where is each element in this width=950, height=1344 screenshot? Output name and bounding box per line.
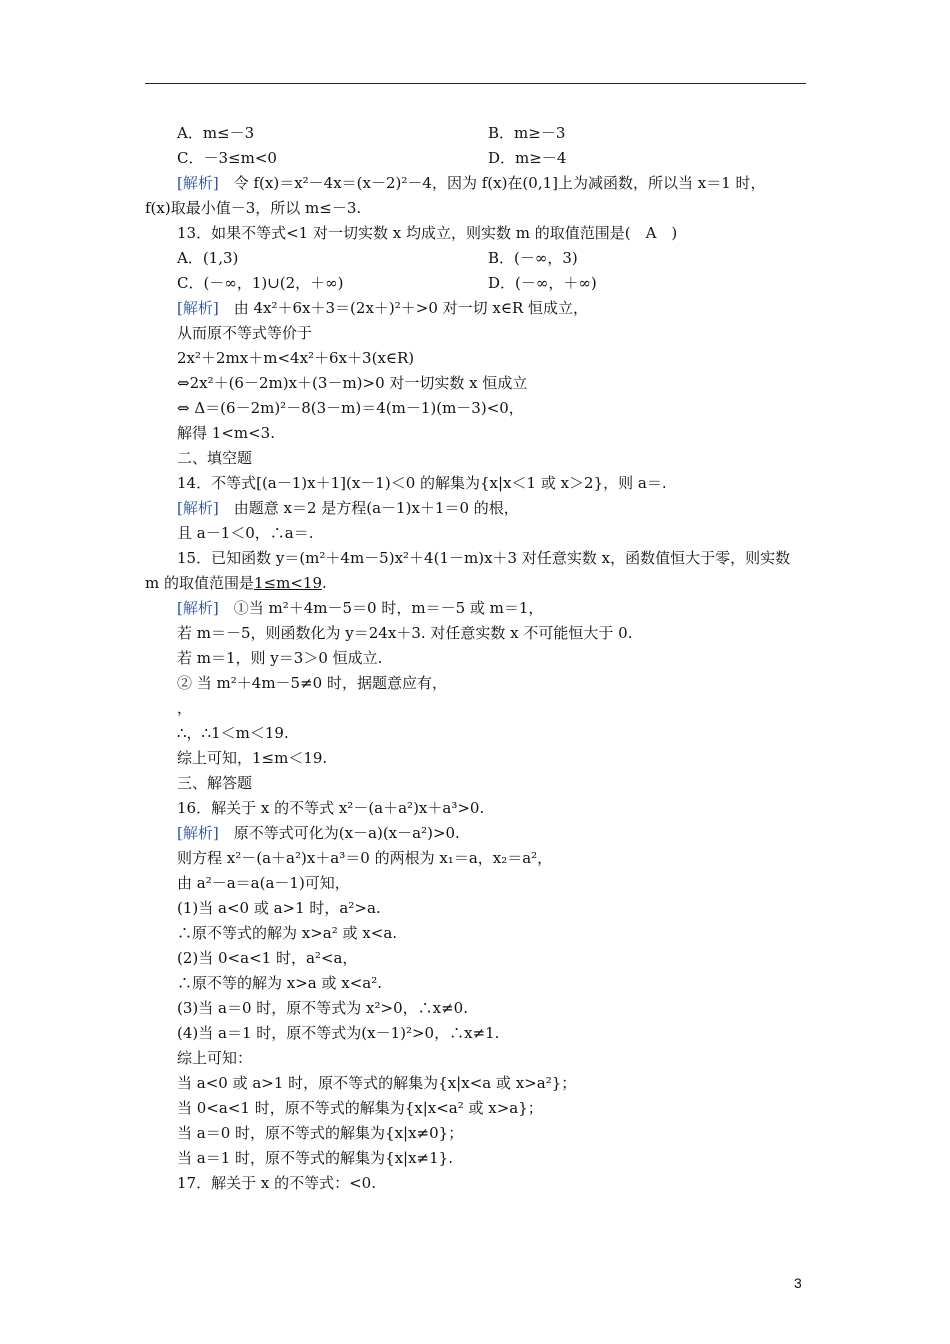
q13-option-a: A．(1,3) [177, 249, 239, 267]
q16-analysis-line7: ∴原不等的解为 x>a 或 x<a². [177, 974, 383, 992]
q16-analysis-line1 [177, 823, 460, 843]
q13-analysis-line4: ⇔2x²＋(6－2m)x＋(3－m)>0 对一切实数 x 恒成立 [177, 374, 528, 392]
q13-analysis-line5: ⇔ Δ＝(6－2m)²－8(3－m)＝4(m－1)(m－3)<0， [177, 399, 524, 417]
q12-option-b: B．m≥－3 [488, 124, 566, 142]
q13-analysis-line6: 解得 1<m<3. [177, 424, 275, 442]
q16-analysis-line5: ∴原不等式的解为 x>a² 或 x<a. [177, 924, 398, 942]
q15-stem-line2 [145, 573, 327, 593]
q15-analysis-line6: ∴，∴1＜m＜19. [177, 724, 289, 742]
q16-analysis-line10: 综上可知： [177, 1049, 253, 1067]
analysis-tag: [解析] [177, 299, 219, 317]
q15-stem-prefix: m 的取值范围是 [145, 574, 254, 592]
analysis-tag: [解析] [177, 824, 219, 842]
analysis-tag: [解析] [177, 599, 219, 617]
q13-analysis-line1 [177, 298, 588, 318]
q15-analysis-line4: ② 当 m²＋4m－5≠0 时，据题意应有， [177, 674, 447, 692]
q16-analysis-line14: 当 a＝1 时，原不等式的解集为{x|x≠1}. [177, 1149, 453, 1167]
q16-analysis-line3: 由 a²－a＝a(a－1)可知， [177, 874, 350, 892]
q12-analysis-line2: f(x)取最小值－3，所以 m≤－3. [145, 199, 362, 217]
q15-stem-line1: 15．已知函数 y＝(m²＋4m－5)x²＋4(1－m)x＋3 对任意实数 x，函数值恒大于零，则实数 [177, 549, 791, 567]
section-heading-answer: 三、解答题 [177, 774, 253, 792]
q13-option-b: B．(－∞，3) [488, 249, 578, 267]
q13-option-c: C．(－∞，1)∪(2，＋∞) [177, 274, 344, 292]
q14-analysis-line2: 且 a－1＜0，∴a＝. [177, 524, 314, 542]
analysis-tag: [解析] [177, 174, 219, 192]
header-rule [145, 83, 806, 84]
q12-analysis-line1 [177, 173, 766, 193]
q15-analysis-line5: ， [177, 699, 193, 717]
q14-stem: 14．不等式[(a－1)x＋1](x－1)＜0 的解集为{x|x＜1 或 x＞2}，则 a＝. [177, 474, 667, 492]
q13-stem: 13．如果不等式<1 对一切实数 x 均成立，则实数 m 的取值范围是( A ) [177, 224, 678, 242]
q13-analysis-text: 由 4x²＋6x＋3＝(2x＋)²＋>0 对一切 x∈R 恒成立， [218, 299, 589, 317]
q12-option-c: C．－3≤m<0 [177, 149, 277, 167]
q16-analysis-line4: (1)当 a<0 或 a>1 时，a²>a. [177, 899, 381, 917]
section-heading-fill-in: 二、填空题 [177, 449, 253, 467]
q15-answer: 1≤m<19 [254, 574, 322, 592]
q15-analysis-line1 [177, 598, 543, 618]
q15-analysis-text: ①当 m²＋4m－5＝0 时，m＝－5 或 m＝1， [218, 599, 544, 617]
q16-analysis-text: 原不等式可化为(x－a)(x－a²)>0. [218, 824, 460, 842]
q16-analysis-line2: 则方程 x²－(a＋a²)x＋a³＝0 的两根为 x₁＝a，x₂＝a²， [177, 849, 553, 867]
q17-stem: 17．解关于 x 的不等式：<0. [177, 1174, 376, 1192]
q16-analysis-line9: (4)当 a＝1 时，原不等式为(x－1)²>0，∴x≠1. [177, 1024, 500, 1042]
q14-analysis-line1 [177, 498, 519, 518]
q12-option-a: A．m≤－3 [177, 124, 255, 142]
q16-stem: 16．解关于 x 的不等式 x²－(a＋a²)x＋a³>0. [177, 799, 485, 817]
q12-option-d: D．m≥－4 [488, 149, 567, 167]
analysis-tag: [解析] [177, 499, 219, 517]
q13-option-d: D．(－∞，＋∞) [488, 274, 597, 292]
q13-analysis-line2: 从而原不等式等价于 [177, 324, 313, 342]
q16-analysis-line11: 当 a<0 或 a>1 时，原不等式的解集为{x|x<a 或 x>a²}； [177, 1074, 577, 1092]
q16-analysis-line6: (2)当 0<a<1 时，a²<a， [177, 949, 358, 967]
q13-analysis-line3: 2x²＋2mx＋m<4x²＋6x＋3(x∈R) [177, 349, 415, 367]
page-number: 3 [794, 1275, 802, 1291]
q15-analysis-line7: 综上可知，1≤m＜19. [177, 749, 328, 767]
q16-analysis-line12: 当 0<a<1 时，原不等式的解集为{x|x<a² 或 x>a}； [177, 1099, 543, 1117]
q16-analysis-line13: 当 a＝0 时，原不等式的解集为{x|x≠0}； [177, 1124, 464, 1142]
q12-analysis-text: 令 f(x)＝x²－4x＝(x－2)²－4，因为 f(x)在(0,1]上为减函数，所以当 x＝1 时， [218, 174, 766, 192]
q15-analysis-line2: 若 m＝－5，则函数化为 y＝24x＋3. 对任意实数 x 不可能恒大于 0. [177, 624, 633, 642]
q15-stem-suffix: . [322, 574, 327, 592]
q15-analysis-line3: 若 m＝1，则 y＝3＞0 恒成立. [177, 649, 383, 667]
q14-analysis-text: 由题意 x＝2 是方程(a－1)x＋1＝0 的根， [218, 499, 519, 517]
q16-analysis-line8: (3)当 a＝0 时，原不等式为 x²>0，∴x≠0. [177, 999, 468, 1017]
